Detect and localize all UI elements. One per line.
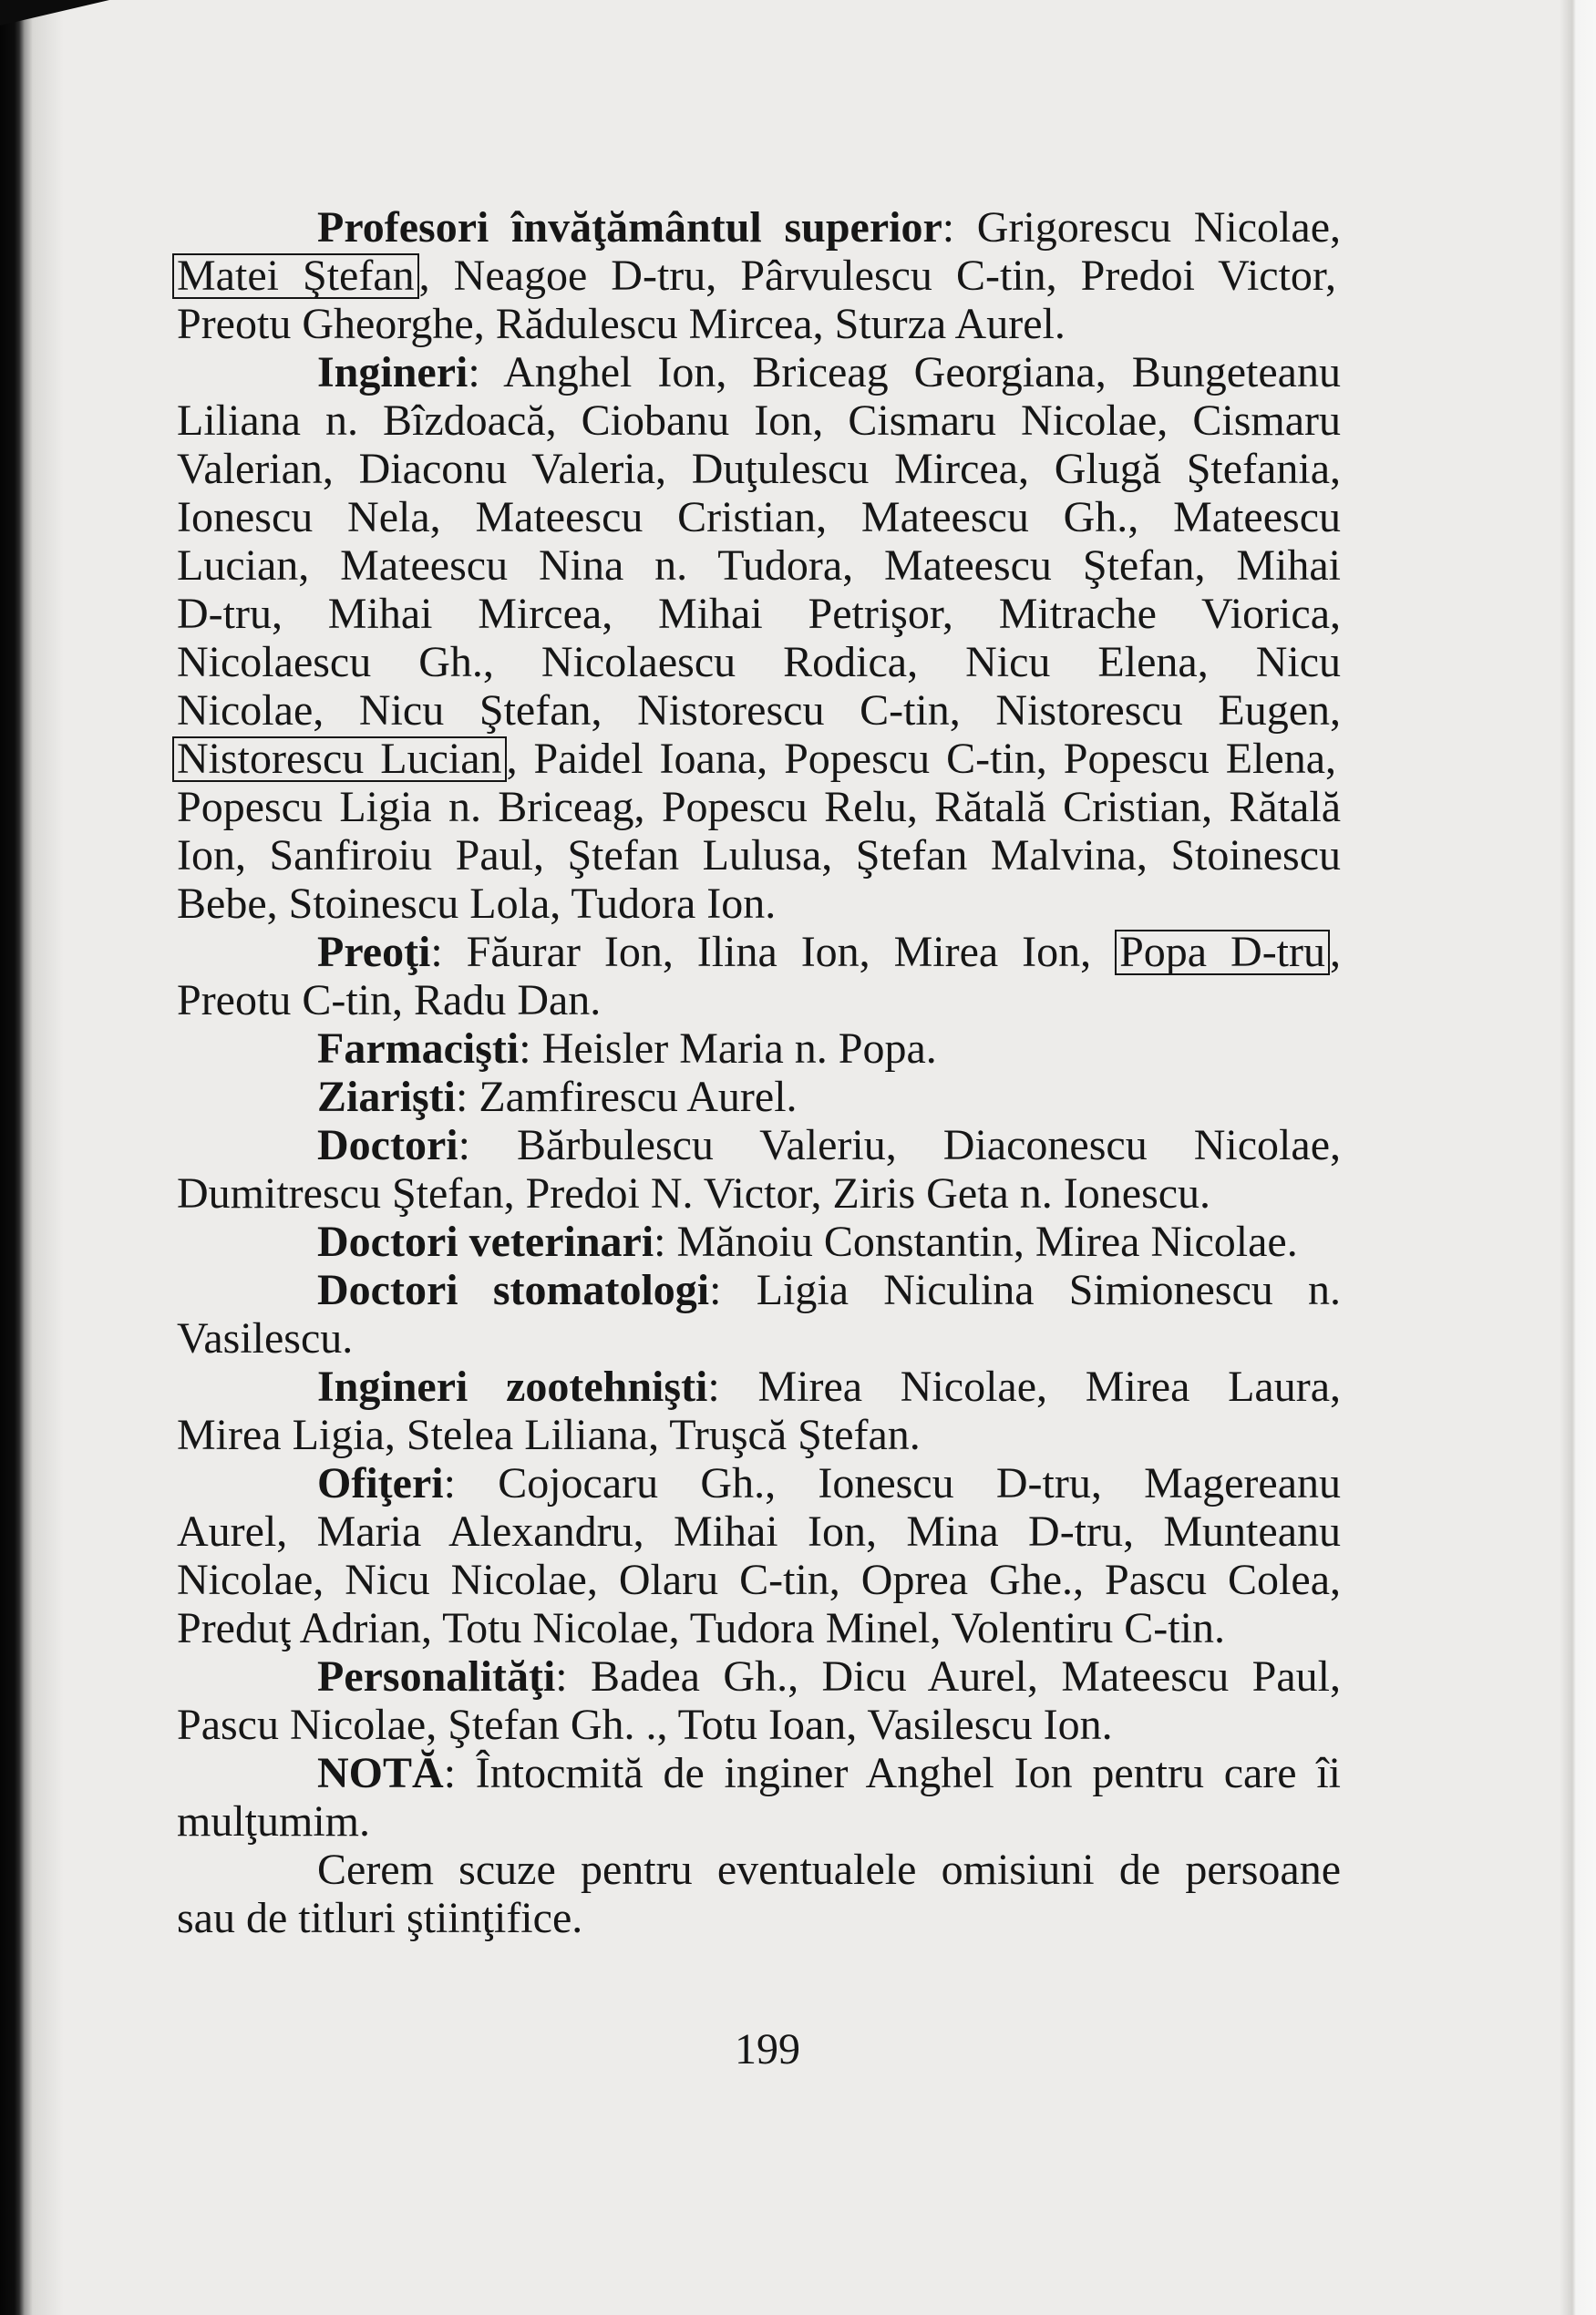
paragraph [177,1652,1341,1749]
text-line [177,300,1341,348]
text-run: Nicolae, Nicu Ştefan, Nistorescu C-tin, Nistorescu Eugen, [177,686,1341,735]
text-line [177,1363,1341,1411]
text-run: : Ligia Niculina Simionescu n. [709,1266,1341,1314]
text-run: sau de titluri ştiinţifice. [177,1894,583,1942]
text-line [177,638,1341,686]
text-run: Preotu Gheorghe, Rădulescu Mircea, Sturza Aurel. [177,300,1066,348]
text-line [177,976,1341,1024]
category-heading: Profesori învăţământul superior [317,203,942,252]
text-run: Aurel, Maria Alexandru, Mihai Ion, Mina D-tru, Munteanu [177,1507,1341,1556]
text-run: : Mănoiu Constantin, Mirea Nicolae. [654,1218,1298,1266]
text-run: Bebe, Stoinescu Lola, Tudora Ion. [177,880,777,928]
boxed-name: Popa D-tru [1115,930,1330,975]
text-run: : Grigorescu Nicolae, [942,203,1341,252]
text-run: : Badea Gh., Dicu Aurel, Mateescu Paul, [555,1652,1341,1701]
text-line [177,541,1341,590]
text-run: Popescu Ligia n. Briceag, Popescu Relu, Rătală Cristian, Rătală [177,783,1341,831]
text-line [177,1169,1341,1218]
text-run: Dumitrescu Ştefan, Predoi N. Victor, Ziris Geta n. Ionescu. [177,1169,1211,1218]
text-run: Cerem scuze pentru eventualele omisiuni de persoane [317,1846,1341,1894]
text-run: Ion, Sanfiroiu Paul, Ştefan Lulusa, Ştefan Malvina, Stoinescu [177,831,1341,880]
text-line [177,1266,1341,1314]
paragraph [177,928,1341,1024]
text-run: : Anghel Ion, Briceag Georgiana, Bungeteanu [468,348,1341,396]
paragraph [177,1266,1341,1363]
text-run: Pascu Nicolae, Ştefan Gh. ., Totu Ioan, Vasilescu Ion. [177,1701,1113,1749]
text-run: mulţumim. [177,1797,371,1846]
text-line [177,590,1341,638]
text-line [177,493,1341,541]
text-run: : Întocmită de inginer Anghel Ion pentru care îi [443,1749,1341,1797]
paragraph [177,1363,1341,1459]
text-run: D-tru, Mihai Mircea, Mihai Petrişor, Mitrache Viorica, [177,590,1341,638]
text-run: Nicolae, Nicu Nicolae, Olaru C-tin, Oprea Ghe., Pascu Colea, [177,1556,1341,1604]
text-line [177,252,1341,300]
text-run: Nicolaescu Gh., Nicolaescu Rodica, Nicu Elena, Nicu [177,638,1341,686]
text-line [177,1556,1341,1604]
paragraph [177,203,1341,348]
text-run: : Zamfirescu Aurel. [456,1073,798,1121]
text-line [177,396,1341,445]
category-heading: Ingineri zootehnişti [317,1363,708,1411]
text-line [177,1459,1341,1507]
text-block [177,203,1341,1942]
boxed-name: Matei Ştefan [172,253,419,299]
paragraph [177,1218,1341,1266]
page-number: 199 [735,2025,800,2073]
text-run: : Heisler Maria n. Popa. [519,1024,937,1073]
category-heading: NOTĂ [317,1749,444,1797]
paragraph [177,1073,1341,1121]
paragraph [177,348,1341,928]
text-run: : Făurar Ion, Ilina Ion, Mirea Ion, [430,928,1116,976]
paragraph [177,1121,1341,1218]
text-line [177,831,1341,880]
text-run: Liliana n. Bîzdoacă, Ciobanu Ion, Cismaru Nicolae, Cismaru [177,396,1341,445]
category-heading: Ingineri [317,348,469,396]
text-run: Ionescu Nela, Mateescu Cristian, Mateescu Gh., Mateescu [177,493,1341,541]
text-run: Mirea Ligia, Stelea Liliana, Truşcă Ştefan. [177,1411,921,1459]
text-line [177,1218,1341,1266]
text-line [177,735,1341,783]
text-line [177,1314,1341,1363]
boxed-name: Nistorescu Lucian [172,736,507,782]
category-heading: Personalităţi [317,1652,556,1701]
text-line [177,1507,1341,1556]
category-heading: Ofiţeri [317,1459,444,1507]
category-heading: Farmacişti [317,1024,520,1073]
text-line [177,1846,1341,1894]
text-line [177,1411,1341,1459]
text-line [177,445,1341,493]
category-heading: Preoţi [317,928,431,976]
text-run: Preduţ Adrian, Totu Nicolae, Tudora Minel, Volentiru C-tin. [177,1604,1225,1652]
text-line [177,1652,1341,1701]
text-run: Vasilescu. [177,1314,354,1363]
text-line [177,686,1341,735]
text-line [177,928,1341,976]
text-run: Preotu C-tin, Radu Dan. [177,976,602,1024]
text-run: Lucian, Mateescu Nina n. Tudora, Mateescu Ştefan, Mihai [177,541,1341,590]
text-run: : Cojocaru Gh., Ionescu D-tru, Magereanu [443,1459,1341,1507]
text-line [177,1749,1341,1797]
category-heading: Doctori [317,1121,458,1169]
category-heading: Doctori stomatologi [317,1266,710,1314]
text-line [177,1024,1341,1073]
text-run: : Mirea Nicolae, Mirea Laura, [707,1363,1342,1411]
category-heading: Ziarişti [317,1073,456,1121]
scan-edge-right [1560,0,1596,2315]
paragraph [177,1024,1341,1073]
text-run: Valerian, Diaconu Valeria, Duţulescu Mircea, Glugă Ştefania, [177,445,1341,493]
paragraph [177,1749,1341,1846]
text-run: , [1330,928,1341,976]
text-line [177,1121,1341,1169]
text-line [177,348,1341,396]
text-line [177,1604,1341,1652]
text-line [177,1797,1341,1846]
text-line [177,783,1341,831]
category-heading: Doctori veterinari [317,1218,654,1266]
text-run: , Neagoe D-tru, Pârvulescu C-tin, Predoi Victor, [418,252,1336,300]
text-line [177,1073,1341,1121]
text-line [177,880,1341,928]
scan-edge-left [0,0,64,2315]
paragraph [177,1459,1341,1652]
text-line [177,203,1341,252]
text-run: : Bărbulescu Valeriu, Diaconescu Nicolae, [458,1121,1341,1169]
text-run: , Paidel Ioana, Popescu C-tin, Popescu Elena, [506,735,1336,783]
paragraph [177,1846,1341,1942]
text-line [177,1701,1341,1749]
text-line [177,1894,1341,1942]
